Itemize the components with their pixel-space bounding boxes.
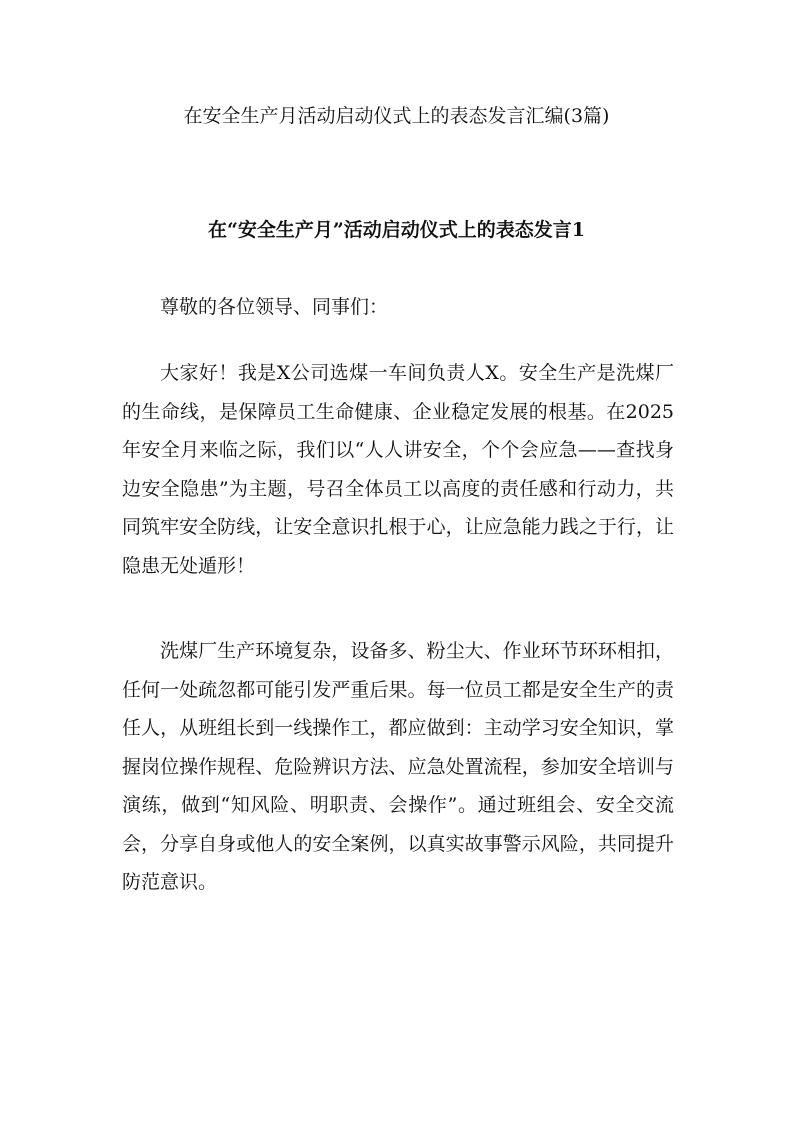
paragraph-2: 洗煤厂生产环境复杂，设备多、粉尘大、作业环节环环相扣，任何一处疏忽都可能引发严重后果。每一位员工都是安全生产的责任人，从班组长到一线操作工，都应做到：主动学习安全知识，掌握岗位操作规程、危险辨识方法、应急处置流程，参加安全培训与演练，做到“知风险、明职责、会操作”。通过班组会、安全交流会，分享自身或他人的安全案例，以真实故事警示风险，共同提升防范意识。 [122, 640, 674, 893]
section-title: 在“安全生产月”活动启动仪式上的表态发言1 [207, 219, 586, 241]
greeting-text: 尊敬的各位领导、同事们： [160, 296, 389, 318]
paragraph-1: 大家好！我是X公司选煤一车间负责人X。安全生产是洗煤厂的生命线，是保障员工生命健康、企业稳定发展的根基。在2025年安全月来临之际，我们以“人人讲安全，个个会应急——查找身边安全隐患”为主题，号召全体员工以高度的责任感和行动力，共同筑牢安全防线，让安全意识扎根于心，让应急能力践之于行，让隐患无处遁形！ [122, 362, 674, 577]
document-title: 在安全生产月活动启动仪式上的表态发言汇编(3篇) [183, 105, 610, 127]
